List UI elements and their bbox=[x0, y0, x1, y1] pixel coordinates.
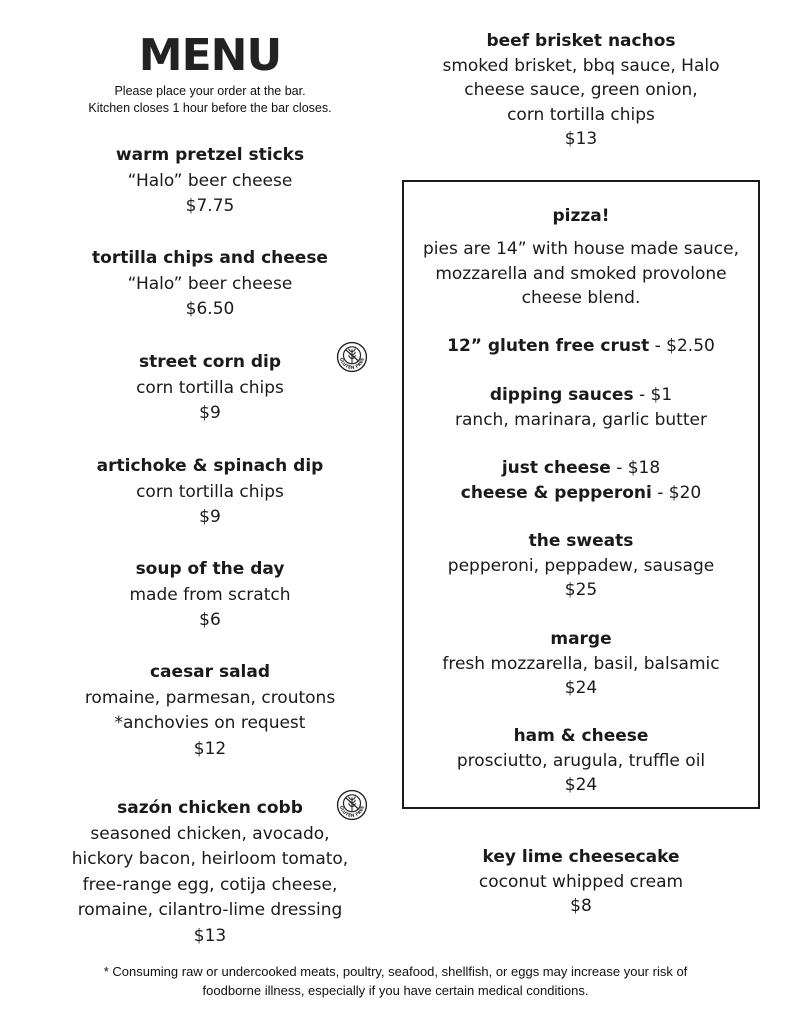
option-price: - $2.50 bbox=[649, 336, 715, 356]
item-desc: romaine, cilantro-lime dressing bbox=[77, 900, 343, 920]
item-desc: smoked brisket, bbq sauce, Halo bbox=[442, 55, 720, 76]
option-name: dipping sauces bbox=[489, 385, 634, 405]
item-price: $12 bbox=[193, 738, 227, 759]
item-name: sazón chicken cobb bbox=[117, 798, 303, 818]
item-price: $9 bbox=[199, 507, 221, 527]
option-price: - $1 bbox=[633, 385, 673, 405]
order-note: Please place your order at the bar. bbox=[114, 84, 306, 98]
item-name: street corn dip bbox=[138, 352, 282, 372]
pizza-section bbox=[402, 180, 760, 809]
gluten-free-label: GLUTEN FREE bbox=[338, 805, 366, 820]
pizza-price: $24 bbox=[564, 775, 598, 795]
menu-item-brisket-nachos bbox=[380, 29, 782, 152]
option-name: 12” gluten free crust bbox=[447, 336, 650, 356]
item-name: warm pretzel sticks bbox=[115, 145, 305, 165]
pizza-basic-options bbox=[404, 456, 758, 505]
pizza-price: $25 bbox=[564, 580, 598, 600]
pizza-desc: pepperoni, peppadew, sausage bbox=[447, 555, 715, 576]
item-name: key lime cheesecake bbox=[482, 847, 680, 867]
item-desc: hickory bacon, heirloom tomato, bbox=[71, 849, 349, 869]
gluten-free-crust-option bbox=[404, 334, 758, 359]
item-name: tortilla chips and cheese bbox=[92, 248, 328, 268]
option-name: just cheese bbox=[501, 458, 611, 478]
item-desc: cheese sauce, green onion, bbox=[464, 80, 698, 100]
item-desc: corn tortilla chips bbox=[507, 104, 655, 125]
pizza-name: the sweats bbox=[528, 531, 634, 551]
option-name: cheese & pepperoni bbox=[460, 482, 652, 503]
item-desc: coconut whipped cream bbox=[478, 871, 684, 892]
pizza-marge bbox=[404, 627, 758, 701]
item-desc: “Halo” beer cheese bbox=[127, 273, 293, 294]
item-price: $7.75 bbox=[185, 196, 235, 216]
item-price: $6.50 bbox=[185, 299, 235, 319]
pizza-desc: fresh mozzarella, basil, balsamic bbox=[442, 653, 720, 674]
pizza-desc: prosciutto, arugula, truffle oil bbox=[456, 750, 706, 771]
menu-item-soup bbox=[0, 557, 420, 634]
item-price: $13 bbox=[564, 129, 598, 149]
menu-item-tortilla-chips bbox=[0, 246, 420, 323]
pizza-ham-cheese bbox=[404, 724, 758, 798]
item-name: soup of the day bbox=[135, 559, 285, 579]
pizza-title: pizza! bbox=[552, 206, 610, 226]
pizza-price: $24 bbox=[564, 678, 598, 698]
item-desc: corn tortilla chips bbox=[136, 377, 284, 398]
pizza-name: marge bbox=[550, 629, 612, 649]
item-desc: “Halo” beer cheese bbox=[127, 170, 293, 191]
item-name: beef brisket nachos bbox=[486, 31, 676, 51]
pizza-name: ham & cheese bbox=[513, 726, 649, 746]
menu-title: MENU bbox=[138, 30, 282, 81]
gluten-free-label: GLUTEN FREE bbox=[338, 357, 366, 372]
food-safety-disclaimer: * Consuming raw or undercooked meats, poultry, seafood, shellfish, or eggs may increase your risk of foodborne illness, especially if you have certain medical conditions. bbox=[103, 964, 688, 998]
item-price: $13 bbox=[193, 925, 227, 946]
item-desc: corn tortilla chips bbox=[136, 481, 284, 502]
item-desc: romaine, parmesan, croutons bbox=[84, 687, 336, 708]
pizza-the-sweats bbox=[404, 529, 758, 603]
gluten-free-icon bbox=[335, 788, 369, 822]
item-price: $8 bbox=[570, 896, 592, 916]
item-desc: seasoned chicken, avocado, bbox=[90, 823, 330, 844]
kitchen-note: Kitchen closes 1 hour before the bar closes. bbox=[88, 101, 332, 115]
item-name: artichoke & spinach dip bbox=[96, 456, 324, 476]
menu-item-pretzel-sticks bbox=[0, 143, 420, 220]
item-name: caesar salad bbox=[149, 662, 271, 682]
item-desc: free-range egg, cotija cheese, bbox=[82, 874, 338, 895]
dipping-sauces-option bbox=[404, 383, 758, 432]
option-price: - $18 bbox=[610, 458, 661, 478]
menu-item-key-lime-cheesecake bbox=[380, 845, 782, 919]
item-desc: *anchovies on request bbox=[114, 713, 306, 733]
menu-item-artichoke-dip bbox=[0, 454, 420, 531]
gluten-free-icon bbox=[335, 340, 369, 374]
option-price: - $20 bbox=[651, 482, 702, 503]
pizza-intro: pies are 14” with house made sauce, mozzarella and smoked provolone cheese blend. bbox=[422, 239, 739, 308]
item-desc: made from scratch bbox=[129, 584, 291, 605]
item-price: $6 bbox=[199, 610, 221, 630]
menu-item-caesar-salad bbox=[0, 660, 420, 762]
option-desc: ranch, marinara, garlic butter bbox=[455, 409, 707, 430]
item-price: $9 bbox=[199, 403, 221, 423]
